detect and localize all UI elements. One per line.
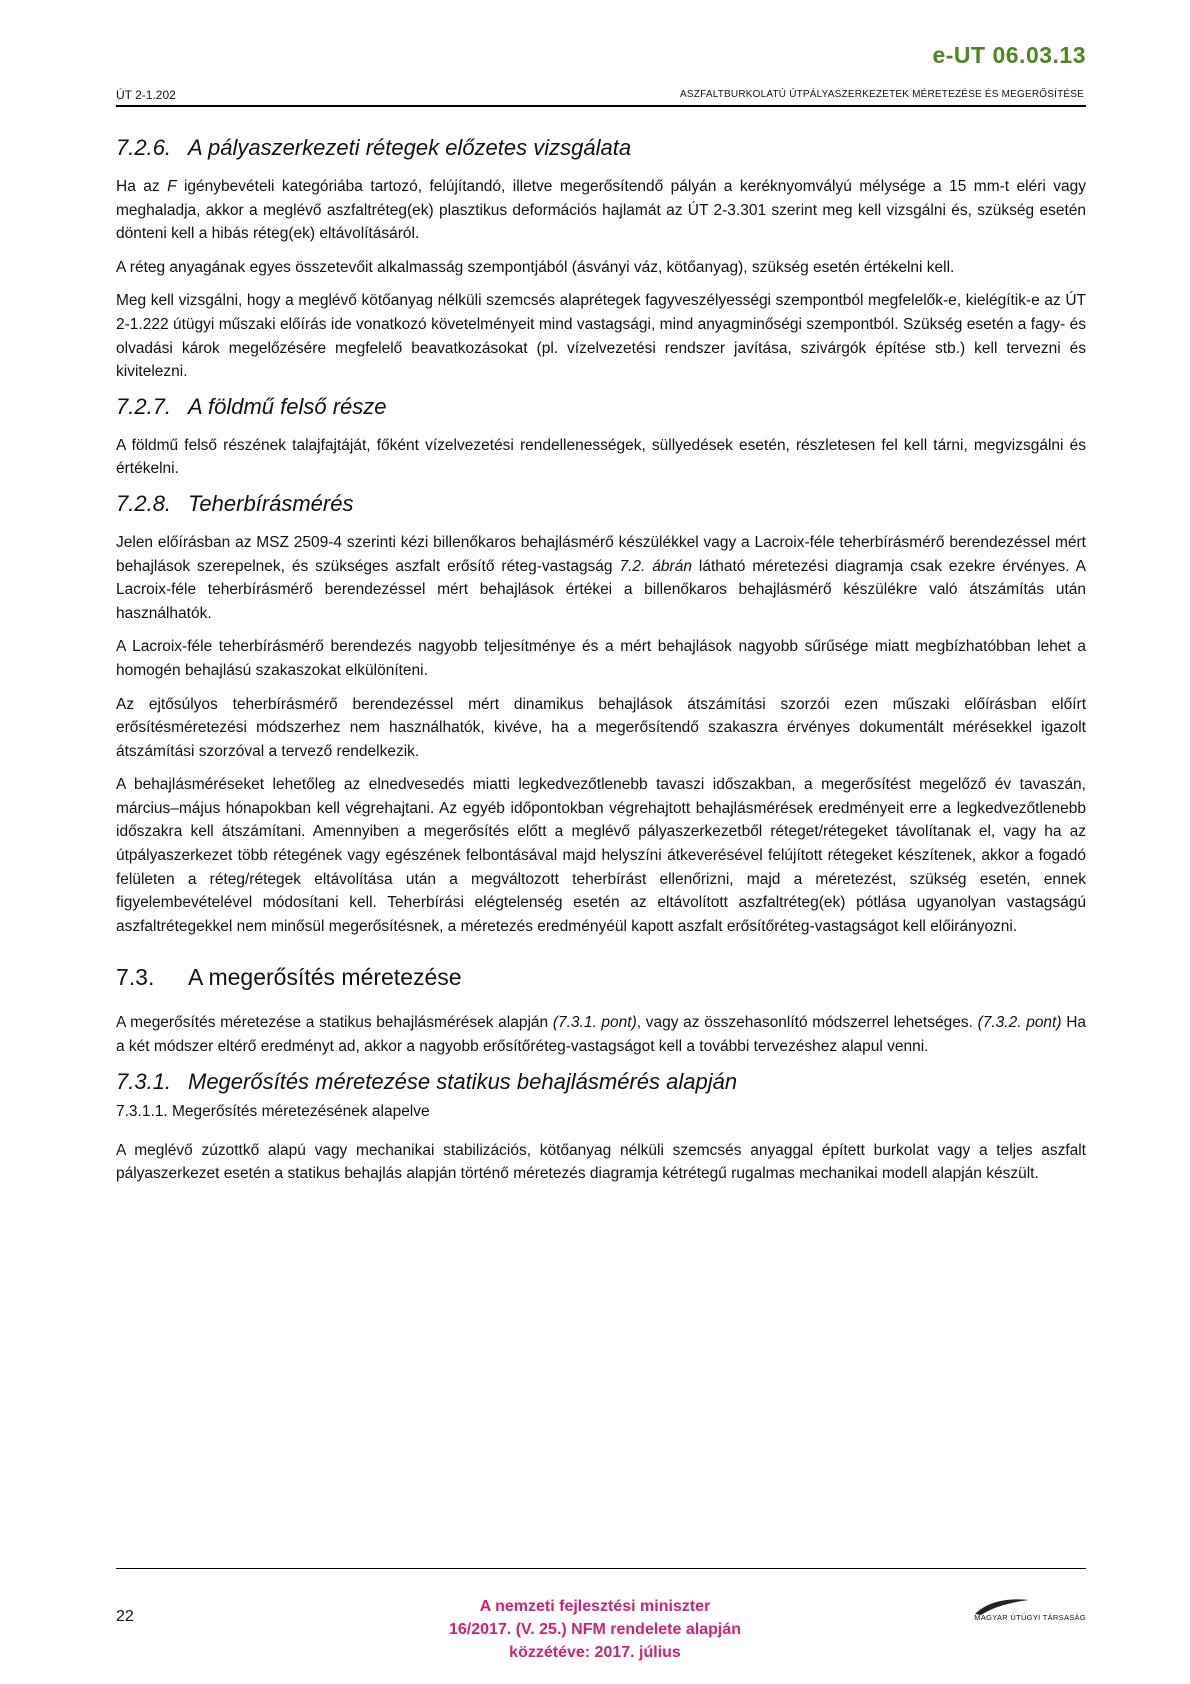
logo-text: MAGYAR ÚTÜGYI TÁRSASÁG xyxy=(974,1613,1086,1622)
paragraph: Az ejtősúlyos teherbírásmérő berendezéssel mért dinamikus behajlások átszámítási szorzói ezen műszaki előírásban előírt erősítésméretezési módszerhez nem használhatók, kivéve, ha a megerősítendő szakaszra érvényes dokumentált mérésekkel igazolt átszámítási szorzóval a tervező rendelkezik. xyxy=(116,695,1086,760)
header-standard-id: ÚT 2-1.202 xyxy=(116,88,176,102)
header-document-title: ASZFALTBURKOLATÚ ÚTPÁLYASZERKEZETEK MÉRETEZÉSE ÉS MEGERŐSÍTÉSE xyxy=(680,89,1084,100)
paragraph: A földmű felső részének talajfajtáját, főként vízelvezetési rendellenességek, süllyedések esetén, részletesen fel kell tárni, megvizsgálni és értékelni. xyxy=(116,436,1086,478)
paragraph: A megerősítés méretezése a statikus behajlásmérések alapján (7.3.1. pont), vagy az összehasonlító módszerrel lehetséges. (7.3.2. pont) Ha a két módszer eltérő eredményt ad, akkor a nagyobb erősítőréteg-vastagságot kell a további tervezéshez alapul venni. xyxy=(116,1014,1087,1056)
body-content xyxy=(116,135,1086,1196)
paragraph: Ha az F igénybevételi kategóriába tartozó, felújítandó, illetve megerősítendő pályán a keréknyomvályú mélysége a 15 mm-t eléri vagy meghaladja, akkor a meglévő aszfaltréteg(ek) plasztikus deformációs hajlamát az ÚT 2-3.301 szerint meg kell vizsgálni és, szükség esetén dönteni kell a hibás réteg(ek) eltávolításáról. xyxy=(116,178,1086,243)
heading-7-3: 7.3. A megerősítés méretezése xyxy=(116,964,462,991)
heading-7-2-6: 7.2.6. A pályaszerkezeti rétegek előzetes vizsgálata xyxy=(116,135,632,160)
footer-rule xyxy=(116,1568,1086,1569)
heading-7-3-1-1: 7.3.1.1. Megerősítés méretezésének alapelve xyxy=(116,1102,430,1120)
running-header xyxy=(116,85,1086,107)
paragraph: A réteg anyagának egyes összetevőit alkalmasság szempontjából (ásványi váz, kötőanyag), szükség esetén értékelni kell. xyxy=(116,258,955,276)
paragraph: Jelen előírásban az MSZ 2509-4 szerinti kézi billenőkaros behajlásmérő készülékkel vagy a Lacroix-féle teherbírásmérő berendezéssel mért behajlások szerepelnek, és szükséges aszfalt erősítő réteg-vastagság 7.2. ábrán látható méretezési diagramja csak ezekre érvényes. A Lacroix-féle teherbírásmérő berendezéssel mért behajlások értékei a billenőkaros behajlásmérő készülékre való átszámítás után használhatók. xyxy=(116,533,1086,622)
heading-7-2-8: 7.2.8. Teherbírásmérés xyxy=(116,490,354,516)
organization-logo xyxy=(916,1596,1086,1626)
page-number: 22 xyxy=(116,1608,134,1625)
heading-7-3-1: 7.3.1. Megerősítés méretezése statikus behajlásmérés alapján xyxy=(116,1068,738,1094)
paragraph: A meglévő zúzottkő alapú vagy mechanikai stabilizációs, kötőanyag nélküli szemcsés anyaggal épített burkolat vagy a teljes aszfalt pályaszerkezet esetén a statikus behajlás alapján történő méretezés diagramja kétrétegű rugalmas mechanikai modell alapján készült. xyxy=(116,1141,1086,1183)
paragraph: A behajlásméréseket lehetőleg az elnedvesedés miatti legkedvezőtlenebb tavaszi időszakban, a megerősítést megelőző év tavaszán, március–május hónapokban kell végrehajtani. Az egyéb időpontokban végrehajtott behajlásmérések eredményeit erre a legkedvezőtlenebb időszakra kell átszámítani. Amennyiben a megerősítés előtt a meglévő pályaszerkezetből réteget/rétegeket távolítanak el, vagy ha az útpályaszerkezet több rétegének vagy egészének felbontásával majd helyszíni átkeverésével felújított rétegeket készítenek, akkor a fogadó felületen a réteg/rétegek eltávolítása után a megváltozott teherbírást ellenőrizni, majd a méretezést, szükség esetén, ennek figyelembevételével módosítani kell. Teherbírási elégtelenség esetén az eltávolított aszfaltréteg(ek) pótlása ugyanolyan vastagságú aszfaltrétegekkel nem minősül megerősítésnek, a méretezés eredményéül kapott aszfalt erősítőréteg-vastagságot kell előirányozni. xyxy=(116,776,1086,935)
document-code: e-UT 06.03.13 xyxy=(932,42,1086,68)
publication-note: A nemzeti fejlesztési miniszter 16/2017. (V. 25.) NFM rendelete alapján közzétéve: 2017. július xyxy=(449,1598,741,1661)
heading-7-2-7: 7.2.7. A földmű felső része xyxy=(116,393,387,419)
paragraph: A Lacroix-féle teherbírásmérő berendezés nagyobb teljesítménye és a mért behajlások nagyobb sűrűsége miatt megbízhatóbban lehet a homogén behajlású szakaszokat elkülöníteni. xyxy=(116,638,1086,679)
paragraph: Meg kell vizsgálni, hogy a meglévő kötőanyag nélküli szemcsés alaprétegek fagyveszélyességi szempontból megfelelők-e, kielégítik-e az ÚT 2-1.222 útügyi műszaki előírás ide vonatkozó követelményeit mind vastagsági, mind anyagminőségi szempontból. Szükség esetén a fagy- és olvadási károk megelőzésére megfelelő beavatkozásokat (pl. vízelvezetési rendszer javítása, szivárgók építése stb.) kell tervezni és kivitelezni. xyxy=(116,292,1086,381)
